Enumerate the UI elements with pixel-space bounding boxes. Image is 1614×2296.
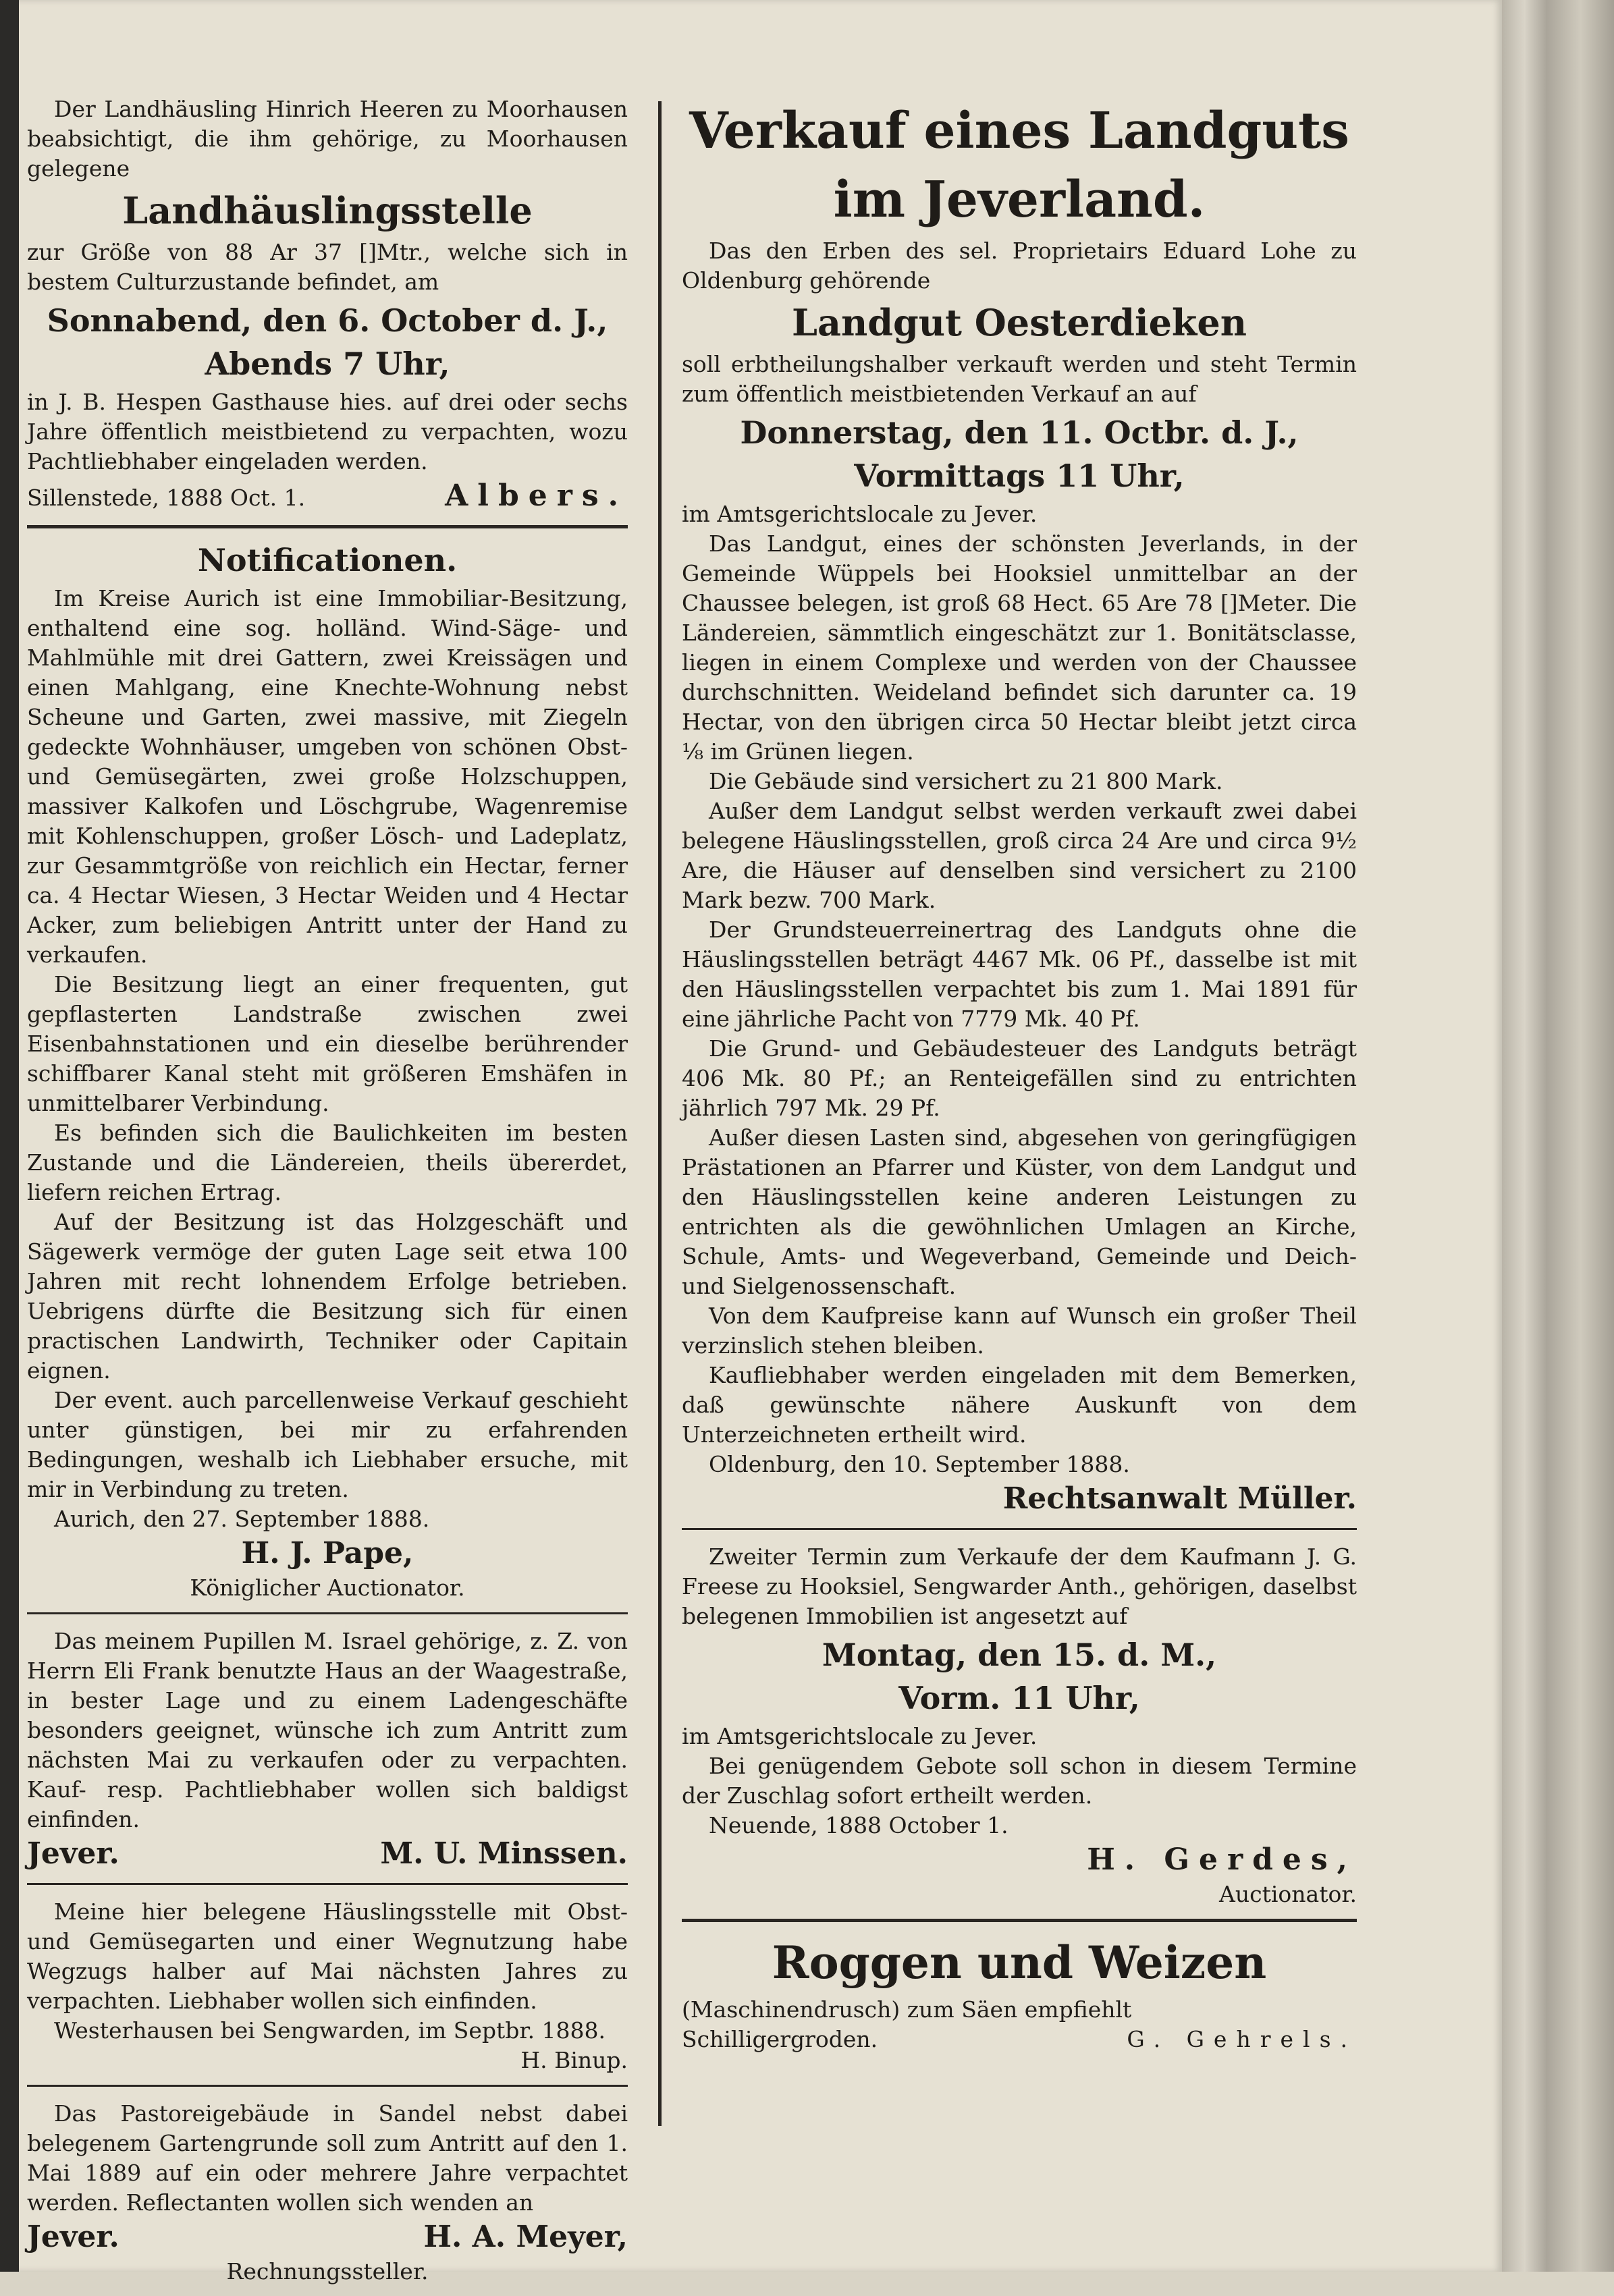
ad-intro: Das den Erben des sel. Proprietairs Eduard Lohe zu Oldenburg gehörende xyxy=(682,238,1357,294)
ad-separator xyxy=(27,525,628,528)
ad-place-date: Oldenburg, den 10. September 1888. xyxy=(709,1451,1130,1477)
ad-signature: H. J. Pape, xyxy=(241,1536,414,1570)
ad-place-date: Westerhausen bei Sengwarden, im Septbr. 1888. xyxy=(54,2017,606,2044)
ad-date: Donnerstag, den 11. Octbr. d. J., xyxy=(740,414,1299,451)
ad-headline: Verkauf eines Landguts xyxy=(689,102,1349,160)
ad-separator xyxy=(27,1612,628,1614)
column-divider xyxy=(658,101,662,2126)
ad-body: zur Größe von 88 Ar 37 []Mtr., welche sich in bestem Culturzustande befindet, am xyxy=(27,239,628,295)
ad-body: (Maschinendrusch) zum Säen empfiehlt xyxy=(682,1996,1132,2023)
ad-paragraph: Im Kreise Aurich ist eine Immobiliar-Besitzung, enthaltend eine sog. holländ. Wind-Säge- und Mahlmühle mit drei Gattern, zwei Kreissägen und einen Mahlgang, eine Knechte-Wohnung nebst Scheune und Garten, zwei massive, mit Ziegeln gedeckte Wohnhäuser, umgeben von schönen Obst- und Gemüsegärten, zwei große Holzschuppen, massiver Kalkofen und Löschgrube, Wagenremise mit Kohlenschuppen, großer Lösch- und Ladeplatz, zur Gesammtgröße von reichlich ein Hectar, ferner ca. 4 Hectar Wiesen, 3 Hectar Weiden und 4 Hectar Acker, zum beliebigen Antritt unter der Hand zu verkaufen. xyxy=(27,585,628,968)
ad-paragraph: Es befinden sich die Baulichkeiten im besten Zustande und die Ländereien, theils übererdet, liefern reichen Ertrag. xyxy=(27,1120,628,1205)
ad-separator xyxy=(27,1883,628,1885)
ad-body: Zweiter Termin zum Verkaufe der dem Kaufmann J. G. Freese zu Hooksiel, Sengwarder Anth., gehörigen, daselbst belegenen Immobilien ist angesetzt auf xyxy=(682,1543,1357,1629)
ad-place-date: Sillenstede, 1888 Oct. 1. xyxy=(27,485,306,511)
ad-paragraph: Außer diesen Lasten sind, abgesehen von geringfügigen Prästationen an Pfarrer und Küster, von dem Landgut und den Häuslingsstellen keine anderen Leistungen zu entrichten als die gewöhnlichen Umlagen an Kirche, Schule, Amts- und Wegeverband, Gemeinde und Deich- und Sielgenossenschaft. xyxy=(682,1124,1357,1299)
ad-intro: Der Landhäusling Hinrich Heeren zu Moorhausen beabsichtigt, die ihm gehörige, zu Moorhausen gelegene xyxy=(27,96,628,182)
ad-location: im Amtsgerichtslocale zu Jever. xyxy=(682,501,1038,527)
ad-haeuslingsstelle-westerhausen xyxy=(27,1897,628,2075)
ad-paragraph: Die Gebäude sind versichert zu 21 800 Mark. xyxy=(709,768,1223,794)
ad-roggen-weizen xyxy=(682,1934,1357,2054)
ad-body: soll erbtheilungshalber verkauft werden und steht Termin zum öffentlich meistbietenden Verkauf an auf xyxy=(682,351,1357,407)
ad-paragraph: Von dem Kaufpreise kann auf Wunsch ein großer Theil verzinslich stehen bleiben. xyxy=(682,1303,1357,1359)
ad-place: Schilligergroden. xyxy=(682,2026,878,2052)
ad-time: Abends 7 Uhr, xyxy=(205,346,450,382)
ad-signature: M. U. Minssen. xyxy=(380,1836,628,1871)
ad-paragraph: Außer dem Landgut selbst werden verkauft zwei dabei belegene Häuslingsstellen, groß circa 24 Are und circa 9½ Are, die Häuser auf denselben sind versichert zu 2100 Mark bezw. 700 Mark. xyxy=(682,798,1357,913)
ad-paragraph: Der Grundsteuerreinertrag des Landguts ohne die Häuslingsstellen beträgt 4467 Mk. 06 Pf., dasselbe ist mit den Häuslingsstellen verpachtet bis zum 1. Mai 1891 für eine jährliche Pacht von 7779 Mk. 40 Pf. xyxy=(682,917,1357,1032)
ad-notificationen xyxy=(27,541,628,1603)
ad-signature: H. Binup. xyxy=(520,2047,628,2073)
ad-place: Jever. xyxy=(27,2220,119,2254)
left-column xyxy=(27,94,628,2296)
ad-place-date: Aurich, den 27. September 1888. xyxy=(54,1506,430,1532)
ad-signer-title: Königlicher Auctionator. xyxy=(190,1575,465,1601)
ad-headline: Roggen und Weizen xyxy=(772,1936,1267,1989)
ad-paragraph: Der event. auch parcellenweise Verkauf geschieht unter günstigen, bei mir zu erfahrenden Bedingungen, weshalb ich Liebhaber ersuche, mit mir in Verbindung zu treten. xyxy=(27,1387,628,1502)
ad-time: Vormittags 11 Uhr, xyxy=(854,458,1185,494)
binding-gutter xyxy=(0,0,19,2272)
ad-body: in J. B. Hespen Gasthause hies. auf drei oder sechs Jahre öffentlich meistbietend zu verpachten, wozu Pachtliebhaber eingeladen werden. xyxy=(27,389,628,474)
ad-signature: H. Gerdes, xyxy=(1087,1842,1357,1877)
ad-signer-title: Auctionator. xyxy=(1219,1881,1357,1907)
ad-separator xyxy=(682,1919,1357,1922)
ad-body: Meine hier belegene Häuslingsstelle mit Obst- und Gemüsegarten und einer Wegnutzung habe Wegzugs halber auf Mai nächsten Jahres zu verpachten. Liebhaber wollen sich einfinden. xyxy=(27,1898,628,2014)
ad-place-date: Neuende, 1888 October 1. xyxy=(709,1812,1008,1838)
ad-signer-title: Rechnungssteller. xyxy=(226,2258,429,2285)
right-column xyxy=(682,94,1357,2064)
ad-place: Jever. xyxy=(27,1836,119,1871)
ad-date: Sonnabend, den 6. October d. J., xyxy=(47,302,608,339)
ad-zweiter-termin xyxy=(682,1542,1357,1909)
ad-separator xyxy=(682,1528,1357,1530)
ad-headline: Landhäuslingsstelle xyxy=(122,189,533,232)
ad-signature: H. A. Meyer, xyxy=(423,2220,628,2254)
ad-paragraph: Die Besitzung liegt an einer frequenten, gut gepflasterten Landstraße zwischen zwei Eisenbahnstationen und ein dieselbe berührender schiffbarer Kanal steht mit größeren Emshäfen in unmittelbarer Verbindung. xyxy=(27,971,628,1116)
ad-signature: G. Gehrels. xyxy=(1127,2026,1357,2052)
ad-paragraph: Auf der Besitzung ist das Holzgeschäft und Sägewerk vermöge der guten Lage seit etwa 100 Jahren mit recht lohnendem Erfolge betrieben. Uebrigens dürfte die Besitzung sich für einen practischen Landwirth, Techniker oder Capitain eignen. xyxy=(27,1209,628,1384)
ad-pastoreigebaeude xyxy=(27,2099,628,2287)
ad-paragraph: Bei genügendem Gebote soll schon in diesem Termine der Zuschlag sofort ertheilt werden. xyxy=(682,1753,1357,1809)
ad-estate-name: Landgut Oesterdieken xyxy=(792,301,1247,344)
ad-haus-waagestrasse xyxy=(27,1627,628,1874)
ad-subheadline: im Jeverland. xyxy=(833,171,1206,229)
ad-paragraph: Das Landgut, eines der schönsten Jeverlands, in der Gemeinde Wüppels bei Hooksiel unmittelbar an der Chaussee belegen, ist groß 68 Hect. 65 Are 78 []Meter. Die Ländereien, sämmtlich eingeschätzt zur 1. Bonitätsclasse, liegen in einem Complexe und werden von der Chaussee durchschnitten. Weideland befindet sich darunter ca. 19 Hectar, von den übrigen circa 50 Hectar bleibt jetzt circa ⅛ im Grünen liegen. xyxy=(682,530,1357,765)
ad-landhaeuslingsstelle xyxy=(27,94,628,516)
ad-body: Das meinem Pupillen M. Israel gehörige, z. Z. von Herrn Eli Frank benutzte Haus an der Waagestraße, in bester Lage und zu einem Ladengeschäfte besonders geeignet, wünsche ich zum Antritt zum nächsten Mai zu verkaufen oder zu verpachten. Kauf- resp. Pachtliebhaber wollen sich baldigst einfinden. xyxy=(27,1628,628,1832)
ad-separator xyxy=(27,2085,628,2087)
ad-landgut-oesterdieken xyxy=(682,99,1357,1519)
ad-paragraph: Kaufliebhaber werden eingeladen mit dem Bemerken, daß gewünschte nähere Auskunft von dem Unterzeichneten ertheilt wird. xyxy=(682,1362,1357,1448)
ad-headline: Notificationen. xyxy=(197,542,458,578)
ad-location: im Amtsgerichtslocale zu Jever. xyxy=(682,1723,1038,1749)
ad-signature: Albers. xyxy=(445,479,628,513)
ad-date: Montag, den 15. d. M., xyxy=(822,1637,1217,1673)
ad-signature: Rechtsanwalt Müller. xyxy=(1002,1481,1357,1516)
ad-time: Vorm. 11 Uhr, xyxy=(898,1680,1140,1716)
ad-paragraph: Die Grund- und Gebäudesteuer des Landguts beträgt 406 Mk. 80 Pf.; an Renteigefällen sind zu entrichten jährlich 797 Mk. 29 Pf. xyxy=(682,1035,1357,1121)
ad-body: Das Pastoreigebäude in Sandel nebst dabei belegenem Gartengrunde soll zum Antritt auf den 1. Mai 1889 auf ein oder mehrere Jahre verpachtet werden. Reflectanten wollen sich wenden an xyxy=(27,2100,628,2216)
page-edge xyxy=(1502,0,1614,2272)
